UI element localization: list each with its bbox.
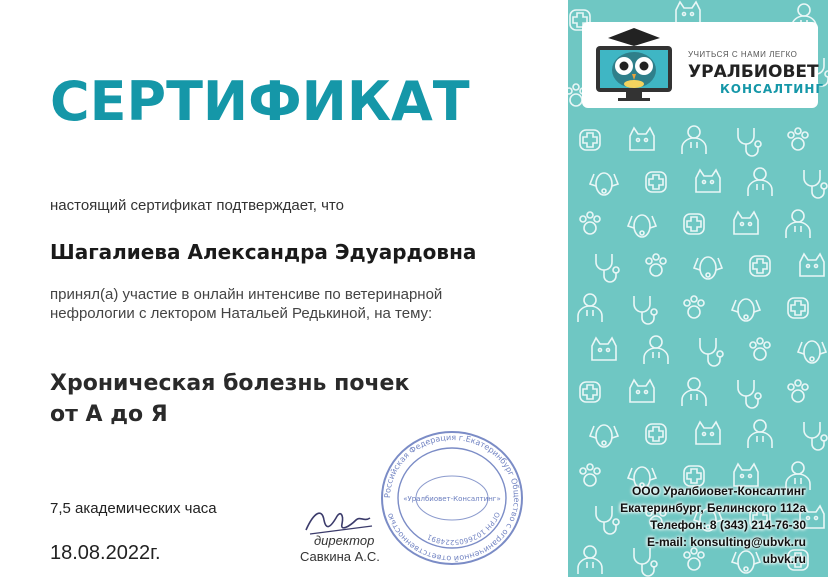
logo-brand-line1: УРАЛБИОВЕТ: [688, 62, 819, 82]
stamp-center-text: «Уралбиовет-Консалтинг»: [403, 495, 501, 503]
cat-pattern-icon: [734, 212, 758, 234]
cross-pattern-icon: [788, 298, 808, 318]
paw-pattern-icon: [788, 380, 808, 402]
stethoscope-pattern-icon: [738, 380, 761, 408]
paw-pattern-icon: [646, 254, 666, 276]
doctor-pattern-icon: [578, 546, 602, 574]
doctor-pattern-icon: [578, 294, 602, 322]
stamp-outer-text: Российская Федерация г.Екатеринбург Общество с ограниченной ответственностью: [382, 432, 522, 564]
contact-address: Екатеринбург, Белинского 112а: [620, 501, 806, 515]
cross-pattern-icon: [580, 130, 600, 150]
stethoscope-pattern-icon: [804, 170, 827, 198]
stamp-ogrn: ОГРН 1026605224891: [425, 510, 502, 547]
logo-tagline: УЧИТЬСЯ С НАМИ ЛЕГКО: [688, 50, 798, 59]
recipient-name: Шагалиева Александра Эдуардовна: [50, 240, 477, 264]
company-stamp: [372, 428, 532, 568]
issue-date: 18.08.2022г.: [50, 542, 161, 564]
director-block: [300, 533, 380, 565]
topic-line-2: от А до Я: [50, 402, 168, 427]
doctor-pattern-icon: [748, 420, 772, 448]
cat-pattern-icon: [696, 170, 720, 192]
cross-pattern-icon: [580, 382, 600, 402]
cross-pattern-icon: [646, 424, 666, 444]
paw-pattern-icon: [684, 296, 704, 318]
stethoscope-pattern-icon: [804, 422, 827, 450]
stethoscope-pattern-icon: [596, 506, 619, 534]
cross-pattern-icon: [646, 172, 666, 192]
stethoscope-pattern-icon: [634, 296, 657, 324]
doctor-pattern-icon: [644, 336, 668, 364]
dog-pattern-icon: [628, 215, 656, 237]
cat-pattern-icon: [630, 128, 654, 150]
dog-pattern-icon: [798, 341, 826, 363]
contact-email: E-mail: konsulting@ubvk.ru: [646, 535, 806, 549]
logo-brand-line2: КОНСАЛТИНГ: [720, 82, 825, 96]
participation-description: принял(а) участие в онлайн интенсиве по ветеринарной нефрологии с лектором Натальей Редькиной, на тему:: [50, 286, 443, 322]
director-name: Савкина А.С.: [300, 549, 380, 564]
confirm-text: настоящий сертификат подтверждает, что: [50, 197, 344, 214]
paw-pattern-icon: [750, 338, 770, 360]
topic-line-1: Хроническая болезнь почек: [50, 371, 410, 396]
paw-pattern-icon: [580, 464, 600, 486]
cat-pattern-icon: [696, 422, 720, 444]
doctor-pattern-icon: [786, 210, 810, 238]
contact-company: ООО Уралбиовет-Консалтинг: [631, 484, 806, 498]
dog-pattern-icon: [590, 173, 618, 195]
contact-phone: Телефон: 8 (343) 214-76-30: [650, 518, 806, 532]
certificate-title: СЕРТИФИКАТ: [50, 70, 470, 133]
owl-mascot-icon: [588, 26, 680, 106]
doctor-pattern-icon: [748, 168, 772, 196]
doctor-pattern-icon: [682, 126, 706, 154]
company-logo: [582, 22, 825, 108]
dog-pattern-icon: [694, 257, 722, 279]
cross-pattern-icon: [684, 214, 704, 234]
contact-site: ubvk.ru: [762, 552, 806, 566]
paw-pattern-icon: [580, 212, 600, 234]
cat-pattern-icon: [676, 2, 700, 24]
stethoscope-pattern-icon: [700, 338, 723, 366]
dog-pattern-icon: [590, 425, 618, 447]
decorative-panel: [568, 0, 828, 577]
director-role: директор: [314, 533, 375, 548]
contact-block: [620, 483, 806, 568]
course-topic: [50, 368, 409, 430]
cat-pattern-icon: [800, 254, 824, 276]
cross-pattern-icon: [750, 256, 770, 276]
stethoscope-pattern-icon: [596, 254, 619, 282]
cat-pattern-icon: [630, 380, 654, 402]
cat-pattern-icon: [592, 338, 616, 360]
stethoscope-pattern-icon: [738, 128, 761, 156]
paw-pattern-icon: [788, 128, 808, 150]
dog-pattern-icon: [732, 299, 760, 321]
doctor-pattern-icon: [682, 378, 706, 406]
academic-hours: 7,5 академических часа: [50, 500, 217, 517]
svg-text:ОГРН 1026605224891: [426, 511, 501, 546]
